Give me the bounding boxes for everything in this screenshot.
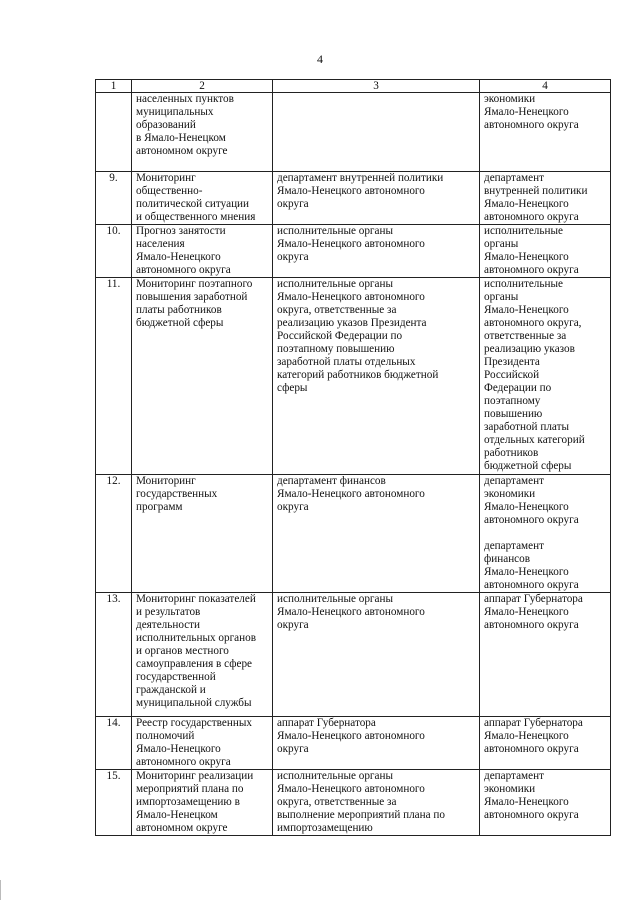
executor-cell: аппарат Губернатора Ямало-Ненецкого автономного округа [273, 717, 480, 770]
row-number-cell [96, 93, 132, 172]
task-cell: Реестр государственных полномочий Ямало-Ненецкого автономного округа [132, 717, 273, 770]
coordinator-cell: экономики Ямало-Ненецкого автономного округа [480, 93, 611, 172]
table-row [96, 225, 611, 278]
page-number: 4 [317, 52, 323, 66]
coordinator-cell: департамент экономики Ямало-Ненецкого автономного округа департамент финансов Ямало-Ненецкого автономного округа [480, 475, 611, 593]
executor-cell: исполнительные органы Ямало-Ненецкого автономного округа [273, 225, 480, 278]
row-number-cell: 14. [96, 717, 132, 770]
header-cell-1: 1 [96, 80, 132, 93]
table-row [96, 717, 611, 770]
table-row [96, 475, 611, 593]
coordinator-cell: исполнительные органы Ямало-Ненецкого автономного округа [480, 225, 611, 278]
row-number-cell: 11. [96, 278, 132, 475]
table-row [96, 770, 611, 836]
header-cell-3: 3 [273, 80, 480, 93]
task-cell: Мониторинг поэтапного повышения заработной платы работников бюджетной сферы [132, 278, 273, 475]
header-cell-2: 2 [132, 80, 273, 93]
row-number-cell: 15. [96, 770, 132, 836]
row-number-cell: 13. [96, 593, 132, 717]
table-row [96, 278, 611, 475]
executor-cell: департамент финансов Ямало-Ненецкого автономного округа [273, 475, 480, 593]
coordinator-cell: департамент экономики Ямало-Ненецкого автономного округа [480, 770, 611, 836]
task-cell: населенных пунктов муниципальных образований в Ямало-Ненецком автономном округе [132, 93, 273, 172]
table-row [96, 172, 611, 225]
coordinator-cell: аппарат Губернатора Ямало-Ненецкого автономного округа [480, 717, 611, 770]
table-header-row [96, 80, 611, 93]
table-body [96, 80, 611, 836]
document-table [95, 79, 611, 836]
table-row [96, 593, 611, 717]
row-number-cell: 12. [96, 475, 132, 593]
coordinator-cell: департамент внутренней политики Ямало-Ненецкого автономного округа [480, 172, 611, 225]
executor-cell: исполнительные органы Ямало-Ненецкого автономного округа [273, 593, 480, 717]
task-cell: Мониторинг государственных программ [132, 475, 273, 593]
row-number-cell: 10. [96, 225, 132, 278]
executor-cell: исполнительные органы Ямало-Ненецкого автономного округа, ответственные за реализацию указов Президента Российской Федерации по поэтапному повышению заработной платы отдельных категорий работников бюджетной сферы [273, 278, 480, 475]
header-cell-4: 4 [480, 80, 611, 93]
task-cell: Мониторинг реализации мероприятий плана по импортозамещению в Ямало-Ненецком автономном округе [132, 770, 273, 836]
executor-cell: департамент внутренней политики Ямало-Ненецкого автономного округа [273, 172, 480, 225]
coordinator-cell: исполнительные органы Ямало-Ненецкого автономного округа, ответственные за реализацию указов Президента Российской Федерации по поэтапному повышению заработной платы отдельных категорий работников бюджетной сферы [480, 278, 611, 475]
coordinator-cell: аппарат Губернатора Ямало-Ненецкого автономного округа [480, 593, 611, 717]
table-row [96, 93, 611, 172]
task-cell: Мониторинг общественно- политической ситуации и общественного мнения [132, 172, 273, 225]
row-number-cell: 9. [96, 172, 132, 225]
executor-cell: исполнительные органы Ямало-Ненецкого автономного округа, ответственные за выполнение мероприятий плана по импортозамещению [273, 770, 480, 836]
task-cell: Мониторинг показателей и результатов деятельности исполнительных органов и органов местного самоуправления в сфере государственной гражданской и муниципальной службы [132, 593, 273, 717]
scan-edge-mark [0, 880, 1, 900]
task-cell: Прогноз занятости населения Ямало-Ненецкого автономного округа [132, 225, 273, 278]
executor-cell [273, 93, 480, 172]
